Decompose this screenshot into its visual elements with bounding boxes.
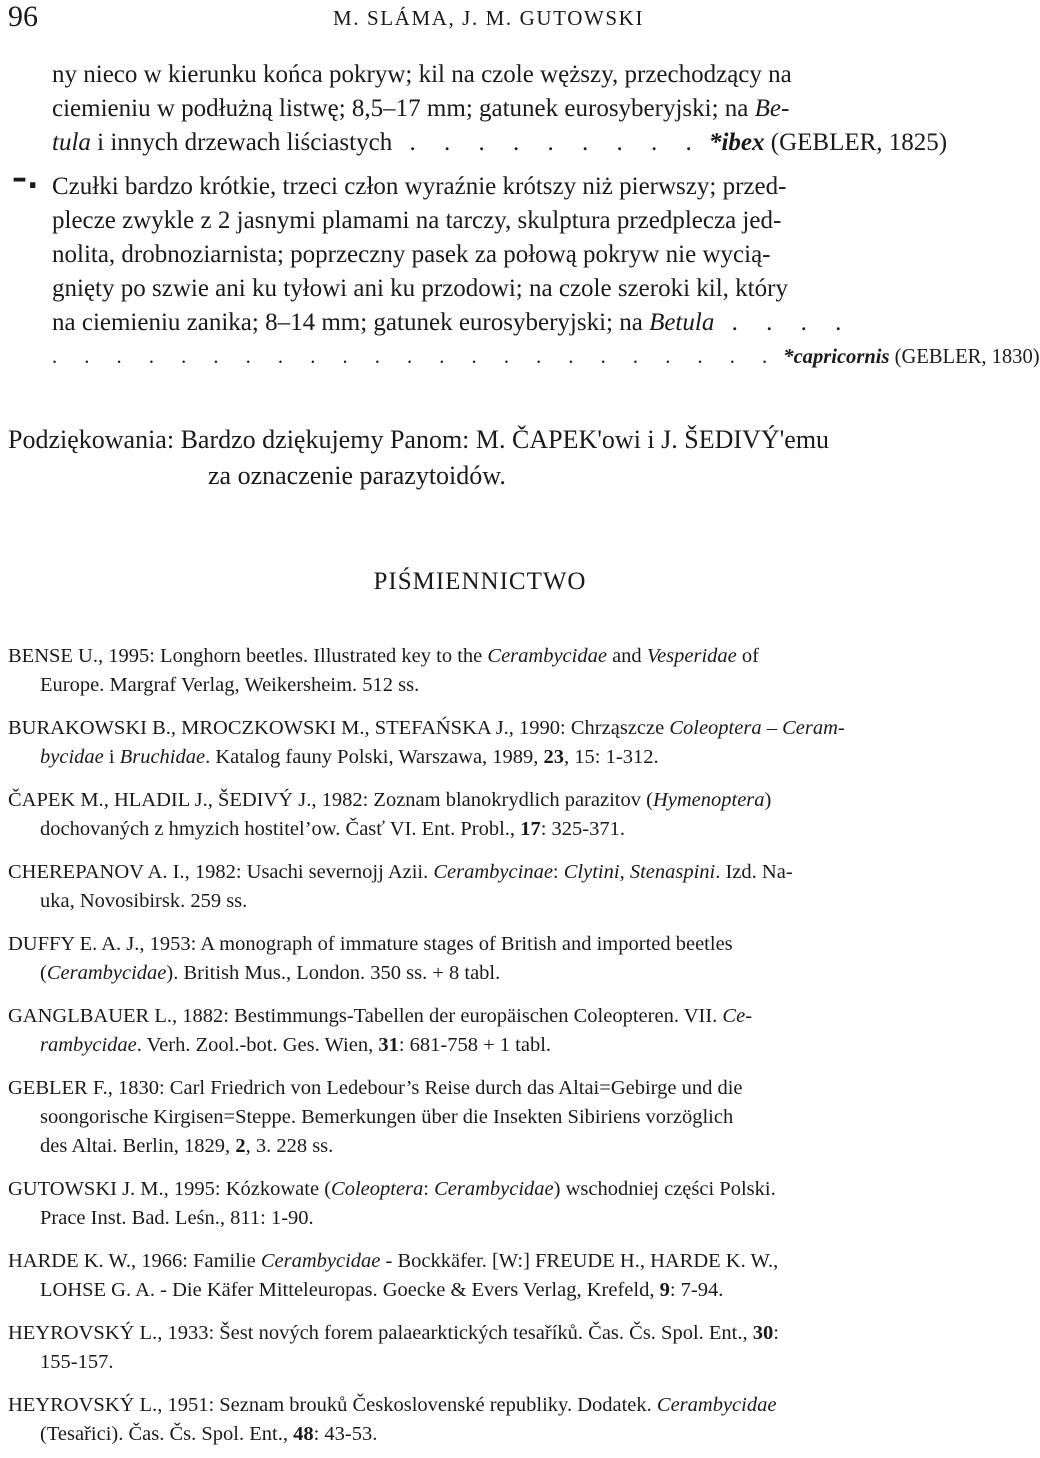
- ref-author: BURAKOWSKI B.: [8, 717, 171, 739]
- leader-dots: . . . .: [714, 309, 853, 336]
- ref-author: STEFAŃSKA J.: [374, 717, 509, 739]
- ref-author: HLADIL J.: [113, 789, 208, 811]
- running-head: M. SLÁMA, J. M. GUTOWSKI: [333, 6, 645, 30]
- key-line: ny nieco w kierunku końca pokryw; kil na czole węższy, przechodzący na: [52, 61, 792, 88]
- key-line: [52, 340, 1040, 374]
- page: 96 M. SLÁMA, J. M. GUTOWSKI ny nieco w kierunku końca pokryw; kil na czole węższy, przechodzący na ciemieniu w podłużną listwę; 8,5–17 mm; gatunek eurosyberyjski; na Be- tula i innych drzewach liściastych . . . . . . . . . *ibex (GEBLER, 1825) –. Czułki bardzo krótkie, trzeci człon wyraźnie krótszy niż pierwszy; przed- plecze zwykle z 2 jasnymi plamami na tarczy, skulptura przedplecza jed- nolita, drobnoziarnista; poprzeczny pasek za połową pokryw nie wycią- gnięty po szwie ani ku tyłowi ani ku przodowi; na czole szeroki kil, który na ciemieniu zanika; 8–14 mm; gatunek eurosyberyjski; na Betula . . . . . . . . . . . . . . . . . . . . . . . . . . . *capricornis (GEBLER, 1830) Podziękowania: Bardzo dziękujemy Panom: M. ČAPEK'owi i J. ŠEDIVÝ'emu za oznaczenie parazytoidów. PIŚMIENNICTWO BENSE U., 1995: Longhorn beetles. Illustrated key to the Cerambycidae and Vesperidae of Europe. Margraf Verlag, Weikersheim. 512 ss. BURAKOWSKI B., MROCZKOWSKI M., STEFAŃSKA J., 1990: Chrząszcze Coleoptera – Ceram- bycidae i Bruchidae. Katalog fauny Polski, Warszawa, 1989, 23, 15: 1-312. ČAPEK M., HLADIL J., ŠEDIVÝ J., 1982: Zoznam blanokrydlich parazitov (Hymenoptera) dochovaných z hmyzich hostitel’ow. Časť VI. Ent. Probl., 17: 325-371. CHEREPANOV A. I., 1982: Usachi severnojj Azii. Cerambycinae: Clytini, Stenaspini. Izd. Na- uka, Novosibirsk. 259 ss. DUFFY E. A. J., 1953: A monograph of immature stages of British and imported beetles (Cerambycidae). British Mus., London. 350 ss. + 8 tabl. GANGLBAUER L., 1882: Bestimmungs-Tabellen der europäischen Coleopteren. VII. Ce- rambycidae. Verh. Zool.-bot. Ges. Wien, 31: 681-758 + 1 tabl. GEBLER F., 1830: Carl Friedrich von Ledebour’s Reise durch das Altai=Gebirge und die soongorische Kirgisen=Steppe. Bemerkungen über die Insekten Sibiriens vorzöglich des Altai. Berlin, 1829, 2, 3. 228 ss. GUTOWSKI J. M., 1995: Kózkowate (Coleoptera: Cerambycidae) wschodniej części Polski. Prace Inst. Bad. Leśn., 811: 1-90. HARDE K. W., 1966: Familie Cerambycidae - Bockkäfer. [W:] FREUDE H., HARDE K. W., LOHSE G. A. - Die Käfer Mitteleuropas. Goecke & Evers Verlag, Krefeld, 9: 7-94. HEYROVSKÝ L., 1933: Šest nových forem palaearktických tesaříků. Čas. Čs. Spol. Ent., 30: 155-157. HEYROVSKÝ L., 1951: Seznam brouků Československé republiky. Dodatek. Cerambycidae (Tesařici). Čas. Čs. Spol. Ent., 48: 43-53.: [0, 0, 960, 1458]
- key-line: gnięty po szwie ani ku tyłowi ani ku przodowi; na czole szeroki kil, który: [52, 275, 788, 302]
- key-line: nolita, drobnoziarnista; poprzeczny pasek za połową pokryw nie wycią-: [52, 241, 771, 268]
- ref-author: ŠEDIVÝ J.: [217, 789, 312, 811]
- ack-line: za oznaczenie parazytoidów.: [208, 461, 506, 490]
- ref-author: HEYROVSKÝ L.: [8, 1394, 158, 1416]
- key-line: na ciemieniu zanika; 8–14 mm; gatunek eurosyberyjski; na Betula . . . .: [52, 309, 853, 336]
- taxon-author: (GEBLER, 1825): [764, 129, 948, 156]
- references-title: PIŚMIENNICTWO: [373, 568, 587, 595]
- leader-dots: . . . . . . . . .: [392, 129, 703, 156]
- ref-author: DUFFY E. A. J.: [8, 933, 140, 955]
- ref-author: HEYROVSKÝ L.: [8, 1322, 158, 1344]
- ref-author: GUTOWSKI J. M.: [8, 1178, 164, 1200]
- key-line: tula i innych drzewach liściastych . . . . . . . . . *ibex (GEBLER, 1825): [52, 129, 948, 156]
- key-line: plecze zwykle z 2 jasnymi plamami na tarczy, skulptura przedplecza jed-: [52, 207, 782, 234]
- ref-author: GANGLBAUER L.: [8, 1005, 172, 1027]
- taxon-name: *capricornis: [778, 346, 890, 368]
- ref-author: BENSE U.: [8, 645, 98, 667]
- ref-author: MROCZKOWSKI M.: [181, 717, 365, 739]
- couplet-dash: –.: [12, 161, 39, 196]
- ref-author: ČAPEK M.: [8, 789, 104, 811]
- ack-line: Podziękowania: Bardzo dziękujemy Panom: M. ČAPEK'owi i J. ŠEDIVÝ'emu: [8, 425, 830, 454]
- page-number: 96: [8, 0, 38, 33]
- key-line: ciemieniu w podłużną listwę; 8,5–17 mm; gatunek eurosyberyjski; na Be-: [52, 95, 790, 122]
- key-line: Czułki bardzo krótkie, trzeci człon wyraźnie krótszy niż pierwszy; przed-: [52, 173, 787, 200]
- ref-author: CHEREPANOV A. I.: [8, 861, 185, 883]
- ref-author: GEBLER F.: [8, 1077, 108, 1099]
- taxon-name: *ibex: [702, 129, 765, 156]
- ref-author: HARDE K. W.: [8, 1250, 132, 1272]
- taxon-author: (GEBLER, 1830): [889, 346, 1040, 368]
- leader-dots: . . . . . . . . . . . . . . . . . . . . . . .: [52, 346, 779, 368]
